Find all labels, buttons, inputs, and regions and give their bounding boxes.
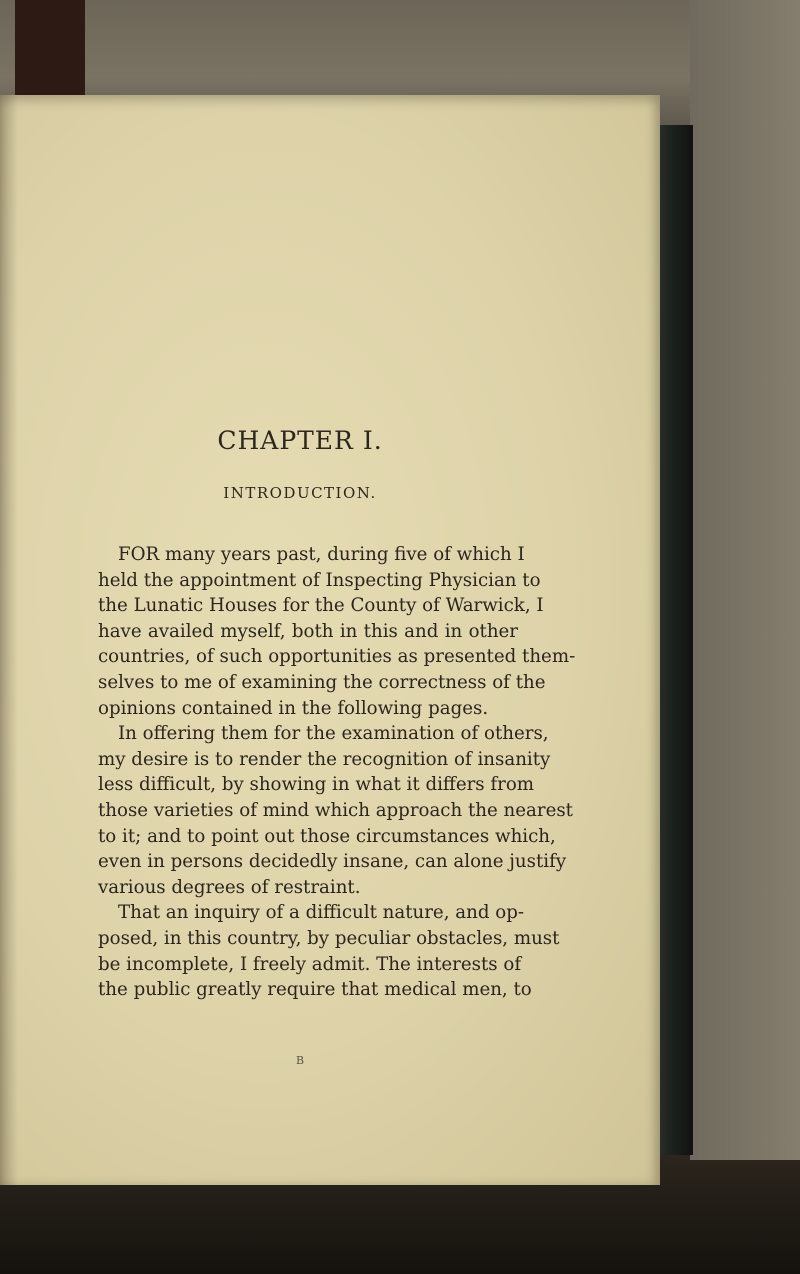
background-right — [690, 0, 800, 1225]
text-line: posed, in this country, by peculiar obstacles, must — [98, 927, 560, 949]
text-line: countries, of such opportunities as presented them- — [98, 646, 576, 668]
text-line: have availed myself, both in this and in other — [98, 620, 518, 642]
text-line: even in persons decidedly insane, can alone justify — [98, 851, 567, 873]
chapter-subtitle: INTRODUCTION. — [223, 484, 377, 502]
text-line: those varieties of mind which approach the nearest — [98, 799, 573, 821]
text-line: be incomplete, I freely admit. The interests of — [98, 953, 522, 975]
body-text — [98, 542, 576, 1003]
text-line: That an inquiry of a difficult nature, and op- — [118, 902, 524, 924]
text-line: various degrees of restraint. — [98, 876, 361, 898]
text-line: less difficult, by showing in what it differs from — [98, 774, 535, 796]
text-line: the public greatly require that medical men, to — [98, 979, 532, 1001]
text-line: FOR many years past, during five of which I — [118, 544, 525, 565]
page-gutter-shadow — [0, 95, 18, 1185]
signature-mark: B — [295, 1054, 305, 1067]
text-line: selves to me of examining the correctness of the — [98, 671, 546, 693]
chapter-heading: CHAPTER I. — [217, 426, 383, 455]
binding-tab — [15, 0, 85, 100]
text-line: In offering them for the examination of others, — [118, 723, 549, 745]
text-line: to it; and to point out those circumstances which, — [98, 825, 556, 847]
text-line: the Lunatic Houses for the County of Warwick, I — [98, 595, 544, 617]
text-line: my desire is to render the recognition of insanity — [98, 748, 551, 770]
text-line: held the appointment of Inspecting Physician to — [98, 569, 541, 591]
text-line: opinions contained in the following pages. — [98, 697, 489, 719]
